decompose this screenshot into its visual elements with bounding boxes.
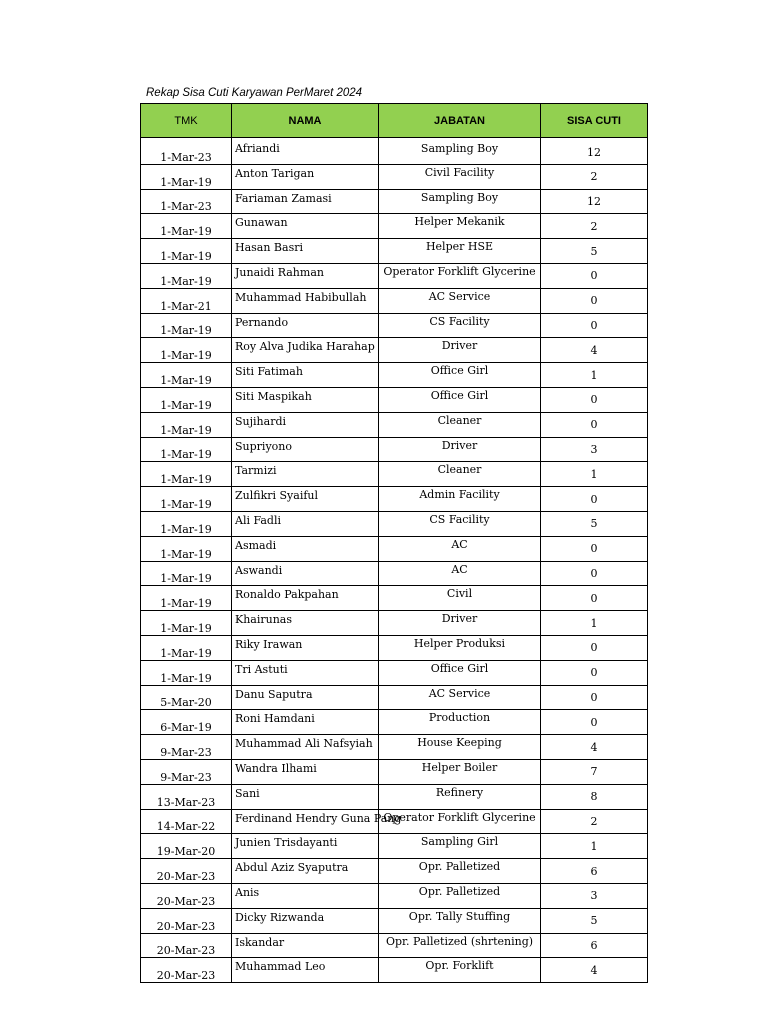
table-row: [141, 437, 648, 462]
table-row: [141, 958, 648, 983]
header-tmk: TMK: [141, 104, 232, 138]
cell-sisa-cuti: 5: [541, 239, 648, 264]
header-jabatan: JABATAN: [379, 104, 541, 138]
cell-nama: Afriandi: [232, 138, 379, 165]
cell-jabatan: Cleaner: [379, 462, 541, 487]
cell-jabatan: Refinery: [379, 784, 541, 809]
table-row: [141, 338, 648, 363]
cell-tmk: 20-Mar-23: [141, 883, 232, 908]
cell-sisa-cuti: 7: [541, 759, 648, 784]
cell-tmk: 1-Mar-19: [141, 660, 232, 685]
cell-tmk: 1-Mar-19: [141, 412, 232, 437]
cell-nama: Zulfikri Syaiful: [232, 487, 379, 512]
cell-nama: Roy Alva Judika Harahap: [232, 338, 379, 363]
cell-nama: Aswandi: [232, 561, 379, 586]
cell-jabatan: Opr. Forklift: [379, 958, 541, 983]
table-row: [141, 164, 648, 189]
cell-sisa-cuti: 3: [541, 883, 648, 908]
cell-jabatan: AC: [379, 536, 541, 561]
cell-jabatan: Helper Boiler: [379, 759, 541, 784]
cell-sisa-cuti: 6: [541, 859, 648, 884]
table-row: [141, 313, 648, 338]
cell-tmk: 1-Mar-19: [141, 263, 232, 288]
cell-nama: Anis: [232, 883, 379, 908]
cell-sisa-cuti: 0: [541, 263, 648, 288]
table-row: [141, 834, 648, 859]
cell-tmk: 1-Mar-19: [141, 164, 232, 189]
cell-jabatan: Civil Facility: [379, 164, 541, 189]
cell-tmk: 6-Mar-19: [141, 710, 232, 735]
cell-jabatan: Driver: [379, 611, 541, 636]
cell-sisa-cuti: 2: [541, 214, 648, 239]
table-row: [141, 735, 648, 760]
table-row: [141, 611, 648, 636]
cell-nama: Riky Irawan: [232, 635, 379, 660]
cell-nama: Supriyono: [232, 437, 379, 462]
cell-nama: Khairunas: [232, 611, 379, 636]
cell-nama: Sani: [232, 784, 379, 809]
cell-sisa-cuti: 4: [541, 735, 648, 760]
document-title: Rekap Sisa Cuti Karyawan PerMaret 2024: [146, 87, 363, 99]
cell-jabatan: Operator Forklift Glycerine: [379, 809, 541, 834]
cell-jabatan: Production: [379, 710, 541, 735]
cell-sisa-cuti: 2: [541, 809, 648, 834]
cell-tmk: 1-Mar-19: [141, 511, 232, 536]
cell-nama: Abdul Aziz Syaputra: [232, 859, 379, 884]
table-row: [141, 784, 648, 809]
cell-nama: Iskandar: [232, 933, 379, 958]
cell-jabatan: Opr. Tally Stuffing: [379, 908, 541, 933]
cell-sisa-cuti: 6: [541, 933, 648, 958]
cell-tmk: 1-Mar-19: [141, 561, 232, 586]
table-row: [141, 933, 648, 958]
cell-jabatan: Helper Produksi: [379, 635, 541, 660]
cell-tmk: 1-Mar-19: [141, 586, 232, 611]
cell-sisa-cuti: 0: [541, 313, 648, 338]
table-row: [141, 363, 648, 388]
cell-jabatan: CS Facility: [379, 313, 541, 338]
leave-balance-table: [140, 103, 648, 983]
cell-nama: Tri Astuti: [232, 660, 379, 685]
cell-nama: Ali Fadli: [232, 511, 379, 536]
table-row: [141, 635, 648, 660]
cell-nama: Wandra Ilhami: [232, 759, 379, 784]
cell-tmk: 9-Mar-23: [141, 735, 232, 760]
cell-tmk: 1-Mar-19: [141, 387, 232, 412]
cell-jabatan: Sampling Boy: [379, 189, 541, 214]
cell-nama: Anton Tarigan: [232, 164, 379, 189]
cell-tmk: 1-Mar-19: [141, 635, 232, 660]
cell-jabatan: AC: [379, 561, 541, 586]
cell-sisa-cuti: 8: [541, 784, 648, 809]
cell-sisa-cuti: 0: [541, 660, 648, 685]
cell-jabatan: Driver: [379, 437, 541, 462]
table-row: [141, 138, 648, 165]
cell-sisa-cuti: 0: [541, 536, 648, 561]
cell-sisa-cuti: 1: [541, 611, 648, 636]
cell-jabatan: Sampling Boy: [379, 138, 541, 165]
cell-sisa-cuti: 0: [541, 487, 648, 512]
cell-tmk: 1-Mar-19: [141, 338, 232, 363]
cell-jabatan: Office Girl: [379, 660, 541, 685]
cell-nama: Siti Maspikah: [232, 387, 379, 412]
cell-sisa-cuti: 0: [541, 710, 648, 735]
cell-sisa-cuti: 12: [541, 138, 648, 165]
cell-tmk: 1-Mar-19: [141, 313, 232, 338]
table-row: [141, 586, 648, 611]
cell-sisa-cuti: 0: [541, 586, 648, 611]
cell-sisa-cuti: 4: [541, 958, 648, 983]
table-row: [141, 239, 648, 264]
cell-sisa-cuti: 1: [541, 462, 648, 487]
table-row: [141, 263, 648, 288]
cell-sisa-cuti: 3: [541, 437, 648, 462]
cell-sisa-cuti: 0: [541, 288, 648, 313]
cell-nama: Siti Fatimah: [232, 363, 379, 388]
header-sisa-cuti: SISA CUTI: [541, 104, 648, 138]
cell-nama: Junaidi Rahman: [232, 263, 379, 288]
cell-jabatan: Driver: [379, 338, 541, 363]
cell-tmk: 14-Mar-22: [141, 809, 232, 834]
header-row: [141, 104, 648, 138]
cell-sisa-cuti: 1: [541, 363, 648, 388]
cell-nama: Pernando: [232, 313, 379, 338]
cell-nama: Roni Hamdani: [232, 710, 379, 735]
cell-sisa-cuti: 0: [541, 685, 648, 710]
cell-tmk: 1-Mar-19: [141, 214, 232, 239]
cell-nama: Muhammad Ali Nafsyiah: [232, 735, 379, 760]
cell-sisa-cuti: 0: [541, 387, 648, 412]
cell-tmk: 1-Mar-19: [141, 462, 232, 487]
table-row: [141, 759, 648, 784]
table-row: [141, 462, 648, 487]
table-row: [141, 908, 648, 933]
cell-jabatan: Helper Mekanik: [379, 214, 541, 239]
cell-jabatan: House Keeping: [379, 735, 541, 760]
cell-jabatan: AC Service: [379, 288, 541, 313]
table-row: [141, 685, 648, 710]
cell-tmk: 20-Mar-23: [141, 908, 232, 933]
table-row: [141, 883, 648, 908]
cell-sisa-cuti: 0: [541, 412, 648, 437]
cell-tmk: 5-Mar-20: [141, 685, 232, 710]
cell-jabatan: Office Girl: [379, 363, 541, 388]
cell-sisa-cuti: 0: [541, 561, 648, 586]
cell-tmk: 1-Mar-23: [141, 189, 232, 214]
cell-nama: Gunawan: [232, 214, 379, 239]
cell-sisa-cuti: 4: [541, 338, 648, 363]
cell-nama: Asmadi: [232, 536, 379, 561]
cell-jabatan: CS Facility: [379, 511, 541, 536]
cell-sisa-cuti: 5: [541, 511, 648, 536]
table-row: [141, 189, 648, 214]
table-body: [141, 138, 648, 983]
cell-sisa-cuti: 12: [541, 189, 648, 214]
cell-jabatan: Helper HSE: [379, 239, 541, 264]
cell-tmk: 20-Mar-23: [141, 933, 232, 958]
cell-jabatan: Admin Facility: [379, 487, 541, 512]
cell-jabatan: Opr. Palletized (shrtening): [379, 933, 541, 958]
table-row: [141, 487, 648, 512]
cell-sisa-cuti: 5: [541, 908, 648, 933]
cell-tmk: 1-Mar-19: [141, 487, 232, 512]
table-row: [141, 561, 648, 586]
table-row: [141, 511, 648, 536]
cell-sisa-cuti: 2: [541, 164, 648, 189]
cell-jabatan: Office Girl: [379, 387, 541, 412]
cell-nama: Dicky Rizwanda: [232, 908, 379, 933]
table-row: [141, 809, 648, 834]
table-row: [141, 660, 648, 685]
cell-nama: Sujihardi: [232, 412, 379, 437]
cell-jabatan: AC Service: [379, 685, 541, 710]
cell-tmk: 1-Mar-19: [141, 363, 232, 388]
cell-sisa-cuti: 0: [541, 635, 648, 660]
cell-nama: Muhammad Habibullah: [232, 288, 379, 313]
cell-tmk: 1-Mar-23: [141, 138, 232, 165]
table-row: [141, 214, 648, 239]
table-row: [141, 412, 648, 437]
table-row: [141, 859, 648, 884]
header-nama: NAMA: [232, 104, 379, 138]
cell-tmk: 13-Mar-23: [141, 784, 232, 809]
table-header: [141, 104, 648, 138]
table-row: [141, 387, 648, 412]
cell-jabatan: Cleaner: [379, 412, 541, 437]
cell-nama: Ronaldo Pakpahan: [232, 586, 379, 611]
cell-nama: Ferdinand Hendry Guna Pang: [232, 809, 379, 834]
cell-nama: Junien Trisdayanti: [232, 834, 379, 859]
table-row: [141, 710, 648, 735]
cell-tmk: 1-Mar-19: [141, 536, 232, 561]
table-row: [141, 536, 648, 561]
cell-tmk: 19-Mar-20: [141, 834, 232, 859]
cell-tmk: 20-Mar-23: [141, 958, 232, 983]
cell-jabatan: Opr. Palletized: [379, 859, 541, 884]
table-row: [141, 288, 648, 313]
cell-tmk: 1-Mar-19: [141, 611, 232, 636]
cell-jabatan: Opr. Palletized: [379, 883, 541, 908]
cell-sisa-cuti: 1: [541, 834, 648, 859]
cell-nama: Hasan Basri: [232, 239, 379, 264]
cell-tmk: 20-Mar-23: [141, 859, 232, 884]
cell-nama: Fariaman Zamasi: [232, 189, 379, 214]
cell-tmk: 1-Mar-19: [141, 239, 232, 264]
cell-tmk: 1-Mar-19: [141, 437, 232, 462]
cell-tmk: 9-Mar-23: [141, 759, 232, 784]
cell-jabatan: Operator Forklift Glycerine: [379, 263, 541, 288]
cell-nama: Danu Saputra: [232, 685, 379, 710]
cell-nama: Tarmizi: [232, 462, 379, 487]
cell-nama: Muhammad Leo: [232, 958, 379, 983]
cell-jabatan: Sampling Girl: [379, 834, 541, 859]
cell-tmk: 1-Mar-21: [141, 288, 232, 313]
cell-jabatan: Civil: [379, 586, 541, 611]
